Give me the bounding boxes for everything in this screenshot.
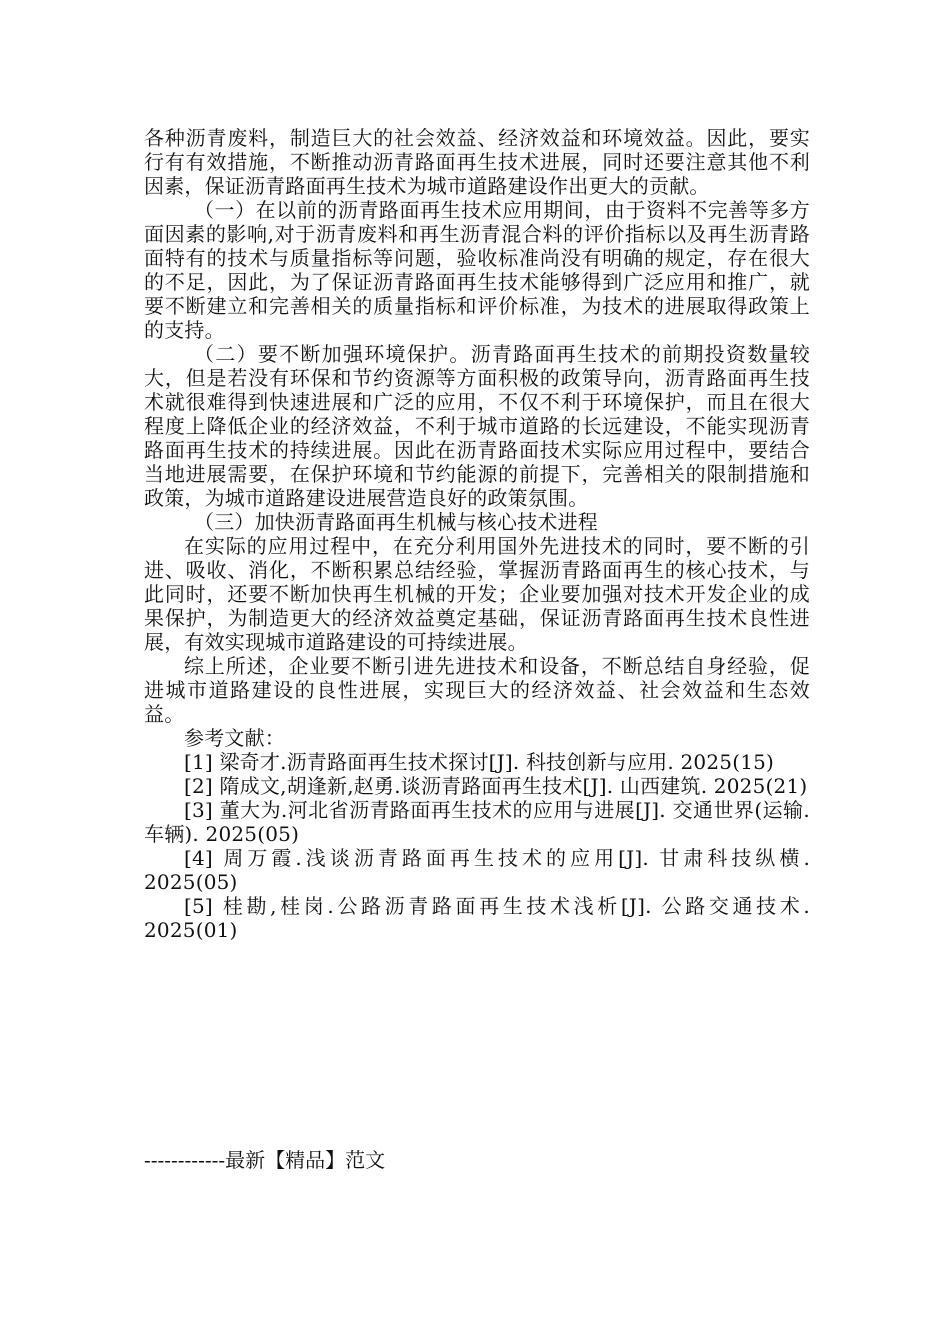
paragraph-intro: 各种沥青废料，制造巨大的社会效益、经济效益和环境效益。因此，要实行有有效措施，不断推动沥青路面再生技术进展，同时还要注意其他不利因素，保证沥青路面再生技术为城市道路建设作出更大的贡献。	[144, 126, 810, 198]
paragraph-conclusion: 综上所述，企业要不断引进先进技术和设备，不断总结自身经验，促进城市道路建设的良性进展，实现巨大的经济效益、社会效益和生态效益。	[144, 654, 810, 726]
section-heading-3: （三）加快沥青路面再生机械与核心技术进程	[194, 510, 598, 534]
footer-caption: ------------最新【精品】范文	[144, 1148, 386, 1172]
reference-item: [3] 董大为.河北省沥青路面再生技术的应用与进展[J]. 交通世界(运输.车辆). 2025(05)	[144, 798, 810, 846]
paragraph-section-3: 在实际的应用过程中，在充分利用国外先进技术的同时，要不断的引进、吸收、消化，不断积累总结经验，掌握沥青路面再生的核心技术，与此同时，还要不断加快再生机械的开发；企业要加强对技术开发企业的成果保护，为制造更大的经济效益奠定基础，保证沥青路面再生技术良性进展，有效实现城市道路建设的可持续进展。	[144, 534, 810, 654]
reference-item: [4] 周万霞.浅谈沥青路面再生技术的应用[J]. 甘肃科技纵横. 2025(05)	[144, 846, 810, 894]
reference-item: [5] 桂勘,桂岗.公路沥青路面再生技术浅析[J]. 公路交通技术. 2025(01)	[144, 894, 810, 942]
document-body	[144, 126, 810, 942]
reference-item: [1] 梁奇才.沥青路面再生技术探讨[J]. 科技创新与应用. 2025(15)	[184, 750, 775, 774]
references-heading: 参考文献：	[184, 726, 285, 750]
references-list	[144, 750, 810, 942]
paragraph-section-2: （二）要不断加强环境保护。沥青路面再生技术的前期投资数量较大，但是若没有环保和节约资源等方面积极的政策导向，沥青路面再生技术就很难得到快速进展和广泛的应用，不仅不利于环境保护，而且在很大程度上降低企业的经济效益，不利于城市道路的长远建设，不能实现沥青路面再生技术的持续进展。因此在沥青路面技术实际应用过程中，要结合当地进展需要，在保护环境和节约能源的前提下，完善相关的限制措施和政策，为城市道路建设进展营造良好的政策氛围。	[144, 342, 810, 510]
reference-item: [2] 隋成文,胡逢新,赵勇.谈沥青路面再生技术[J]. 山西建筑. 2025(21)	[184, 774, 808, 798]
paragraph-section-1: （一）在以前的沥青路面再生技术应用期间，由于资料不完善等多方面因素的影响,对于沥青废料和再生沥青混合料的评价指标以及再生沥青路面特有的技术与质量指标等问题，验收标准尚没有明确的规定，存在很大的不足，因此，为了保证沥青路面再生技术能够得到广泛应用和推广，就要不断建立和完善相关的质量指标和评价标准，为技术的进展取得政策上的支持。	[144, 198, 810, 342]
